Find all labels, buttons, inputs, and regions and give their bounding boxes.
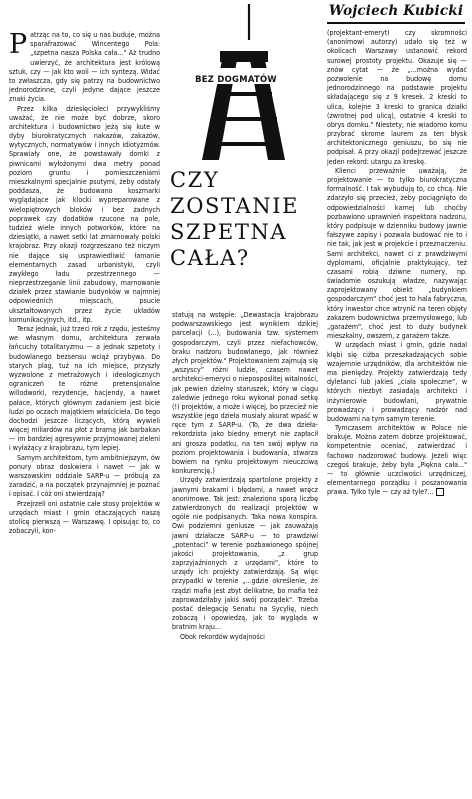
headline-line-1: CZY ZOSTANIE — [170, 168, 300, 218]
drop-cap: P — [9, 29, 28, 60]
author-rule — [327, 22, 465, 24]
column-3 — [327, 28, 467, 497]
headline — [170, 167, 322, 271]
paragraph: Klienci przeważnie uważają, że projektowanie — to tylko biurokratyczna formalność. I tak wybudują to, co chcą. Nie zdarzyło się przecież, żeby pociągnięto do odpowiedzialności karnej lub choćby pozbawiono uprawnień inspektora nadzoru, który podpisuje w dzienniku budowy jawnie fałszywe zapisy i pozwala budować nie to i nie tak, jak jest w projekcie i przeznaczeniu. Sami architekci, nawet ci z prawdziwymi dyplomami, oficjalnie praktykujący, też czasami robią dziwne numery, np. świadomie oszukują władze, nazywając zaprojektowany obiekt „budynkiem gospodarczym" choć jest to hala fabryczna, który inwestor chce wtrynić na teren objęty zakazem budownictwa przemysłowego, lub „garażem", choć jest to duży budynek mieszkalny, owszem, z garażem także. — [327, 165, 467, 341]
end-of-article-mark — [436, 488, 444, 496]
headline-line-2: SZPETNA CAŁA? — [170, 220, 288, 270]
kicker-label: BEZ DOGMATÓW — [195, 74, 277, 84]
paragraph: W urzędach miast i gmin, gdzie nadal kłębi się ciżba przeszkadzających sobie wzajemnie urzędników, dla architektów nie ma pieniędzy. Projekty zatwierdzają tedy dyletanci lub jakieś „ciała społeczne”, w których niezbyt zasiadają architekci i inżynierowie budowlani, prywatnie prowadzący i prowadzący nadzór nad budowami na tym samym terenie. — [327, 340, 467, 423]
paragraph: Tymczasem architektów w Polsce nie brakuje. Można zatem dobrze projektować, kompetentnie oceniać, zatwierdzać i fachowo nadzorować budowy. Jeżeli więc czegoś brakuje, żeby była „Piękna cała..." — to głównie uczciwości urzędniczej, elementarnego porządku i poszanowania prawa. Tylko tyle — czy aż tyle?... — [327, 423, 467, 497]
paragraph: Samym architektom, tym ambitniejszym, ów ponury obraz doskwiera i nawet — jak w warszawskim oddziale SARP-u — próbują za zaradzić, a na początek przynajmniej je poznać i opisać. I cóż oni stwierdzają? — [9, 452, 160, 499]
paragraph: Patrząc na to, co się u nas buduje, można sparafrazować Wincentego Pola: „szpetna nasza Polska cała..." Aż trudno uwierzyć, że architektura jest królową sztuk, czy — jak kto woli — ich syntezą. Widać to zwłaszcza, gdy się patrzy na budownictwo jednorodzinne, czyli jedyne dające jeszcze znaki życia. — [9, 29, 160, 104]
column-2 — [172, 310, 318, 641]
paragraph: (projektant-emeryt) czy skromności (anonimowi autorzy) udało się też w okolicach Warszawy ustanowić rekord surowej prostoty projektu. Okazuje się — znów cytat — że „...można wydać pozwolenie na budowę domu jednorodzinnego na podstawie projektu składającego się z 9 kresek. 2 kreski to ulica, kolejne 3 kreski to granica działki (zwrotnej pod ulicą), ostatnie 4 kreski to obrys domku." Niestety, nie wiadomo komu przybrać skrome laurem za ten błysk architektonicznego geniuszu, bo się nie podpisał. A przy okazji podejrzewać jeszcze jeden rekord: utargu za kreskę. — [327, 28, 467, 166]
paragraph: Teraz jednak, już trzeci rok z rzędu, jesteśmy we własnym domu, architektura zerwała łańcuchy totalitaryzmu — a jednak szpetoty i budowlanego bezsensu wciąż przybywa. Do starych plag, tuż na ich miejsce, przyszły wyzwolone z metrażowych i ideologicznych ograniczeń te różne pretensjonalne willodworki, rezydencje, hacjendy, a nawet pałace, których głównym zadaniem jest bicie ludzi po oczach majątkiem właściciela. Do tego dochodzi jeszcze liczących, którą wywieli więcej miliardów na płot z bramą jak barbakan — im bardziej agresywnie przyjmowanej zieleni i wyłażący z krajobrazu, tym lepiej. — [9, 324, 160, 453]
paragraph: Przejrzeli oni ostatnie całe stosy projektów w urzędach miast i gmin otaczających naszą stolicę pierwszą — Warszawę. I opisując to, co zobaczyli, kon- — [9, 498, 160, 536]
paragraph: Urzędy zatwierdzają spartolone projekty z jawnymi brakami i błędami, a nawet wręcz anonimowe. Tak jest: znaleziono sporą liczbę zatwierdzonych do realizacji projektów w ogóle nie podpisanych. Taka nowa konspira. Owi podziemni geniusze — jak zauważają jawni działacze SARP-u — to prawdziwi „potentaci” w terenie pozbawionego spójnej jakości projektowania, „z grup zaprzyjaźnionych z urzędami”, które to urzędy ich projekty zatwierdzają. Są więc przypadki w terenie „...gdzie określenie, że rządzi mafia jest zbyt delikatne, bo mafia też zaprowadziłaby jakiś swój porządek". Trzeba postać delegację Senatu na Sycylię, niech zobaczą i opowiedzą, jak to wygląda w bratnim kraju... — [172, 475, 318, 632]
paragraph: Przez kilka dziesięcioleci przywykliśmy uważać, że nie może być dobrze, skoro architektura i budownictwo jeżą się kute w dyby biurokratycznych nakazów, zakazów, wytycznych, normatywów i innych idiotyzmów. Sprawiały one, że powstawały domki z piwnicami wyłożonymi dwa metry ponad poziom gruntu i pomieszczeniami mieszkalnymi specjalnie psutymi, żeby odstały poddasza, że budowano koszmarki wyglądające jak klocki wypreparowane z wielopiętrowych bloków i bez żadnych poprawek czy dodatków rzucone na pole, tudzież wiele innych potworków, które na dziesiątki, a nawet setki lat zmarnowały polski krajobraz. Przy okazji rozgrzeszano też niczym nie dające się usprawiedliwić łamanie elementarnych zasad urbanistyki, czyli zwykłego ładu przestrzennego — nieprzestrzeganie linii zabudowy, marnowanie działek przez stawianie budynków w najmniej odpowiednich miejscach, psucie ukształtowanych przez życie układów komunikacyjnych, itd., itp. — [9, 103, 160, 324]
author-name: Wojciech Kubicki — [328, 3, 464, 19]
paragraph: Obok rekordów wydajności — [180, 631, 265, 641]
paragraph: statują na wstępie: „Dewastacja krajobrazu podwarszawskiego jest wynikiem dzikiej parcelacji (...), budowania tzw. systemem gospodarczym, czyli przez niefachowców, braku nadzoru budowlanego, jak również złych projektów." Projektowaniem zajmują się „wszyscy” różni ludzie, czasem nawet architekci-emeryci o nieposposlitej witalności, jak pewien dzielny staruszek, który w ciągu zaledwie jednego roku wykonał ponad setkę (!) projektów, a może i więcej, bo przecież nie wszystkie jego dzieła musiały akurat wpaść w ręce tym z SARP-u. (To, że dwa dzieła-rekordzista jako biedny emeryt nie zapłacił ani grosza podatku, na ten swój wpływ na poziom projektowania i budowania, stwarza bowiem na rynku projektowym nieuczciwą konkurencję.) — [172, 310, 318, 476]
column-1 — [9, 30, 160, 535]
